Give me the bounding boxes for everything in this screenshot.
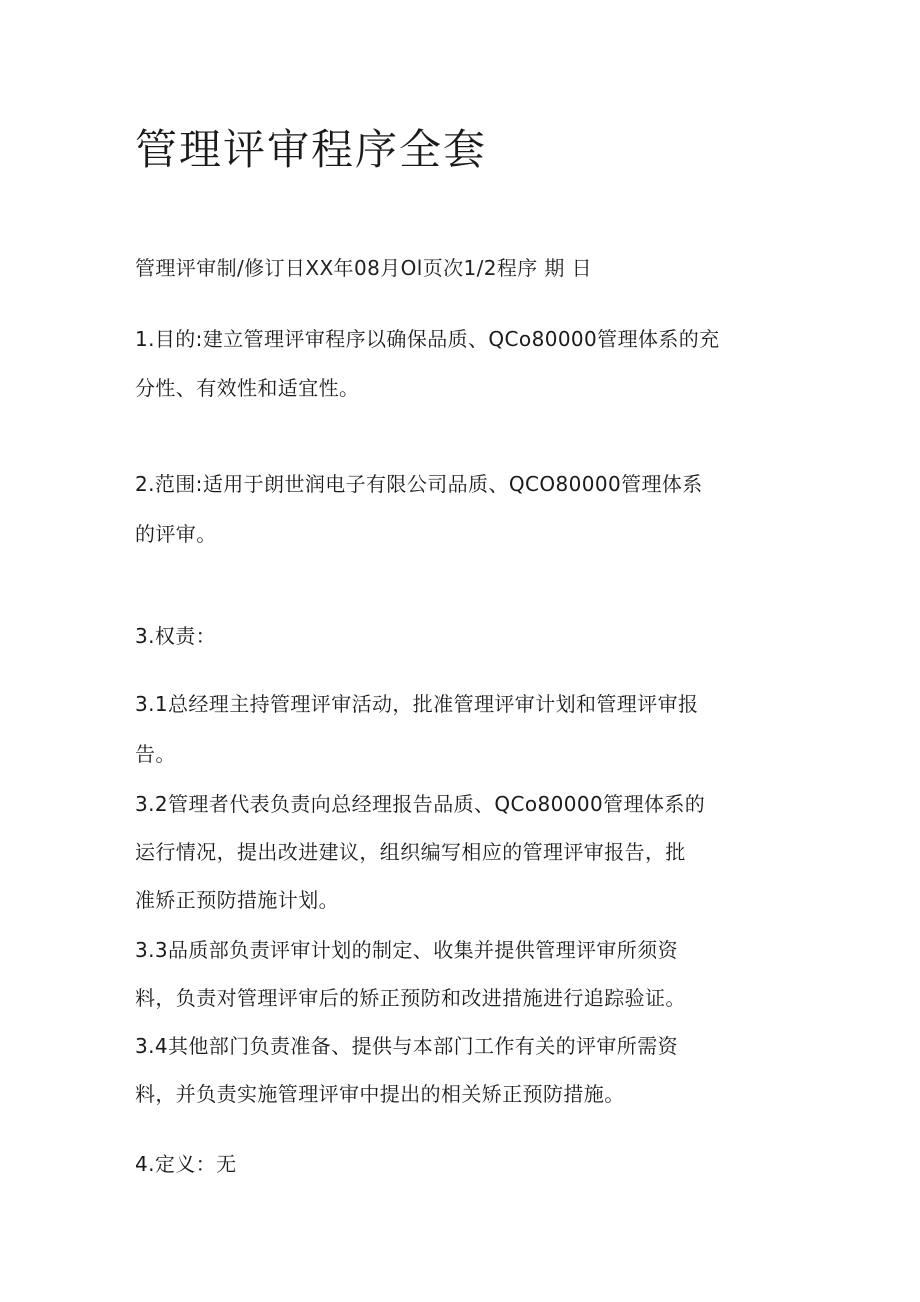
scope-line-2: 的评审。 [135, 522, 217, 546]
responsibility-3-2-line-1: 3.2管理者代表负责向总经理报告品质、QCo80000管理体系的 [135, 792, 706, 816]
definition-line: 4.定义：无 [135, 1152, 237, 1176]
responsibility-3-2-line-3: 准矫正预防措施计划。 [135, 888, 339, 912]
responsibility-3-4-line-1: 3.4其他部门负责准备、提供与本部门工作有关的评审所需资 [135, 1034, 679, 1058]
document-meta-line: 管理评审制/修订日XX年08月Ol页次1/2程序 期 日 [135, 256, 592, 280]
purpose-line-1: 1.目的:建立管理评审程序以确保品质、QCo80000管理体系的充 [135, 327, 720, 351]
responsibility-3-1-line-1: 3.1总经理主持管理评审活动，批准管理评审计划和管理评审报 [135, 692, 699, 716]
responsibility-3-3-line-1: 3.3品质部负责评审计划的制定、收集并提供管理评审所须资 [135, 938, 679, 962]
responsibility-3-3-line-2: 料，负责对管理评审后的矫正预防和改进措施进行追踪验证。 [135, 986, 686, 1010]
purpose-line-2: 分性、有效性和适宜性。 [135, 376, 360, 400]
scope-line-1: 2.范围:适用于朗世润电子有限公司品质、QCO80000管理体系 [135, 472, 703, 496]
responsibility-3-2-line-2: 运行情况，提出改进建议，组织编写相应的管理评审报告，批 [135, 840, 686, 864]
document-title: 管理评审程序全套 [135, 125, 488, 174]
responsibility-3-4-line-2: 料，并负责实施管理评审中提出的相关矫正预防措施。 [135, 1082, 625, 1106]
responsibility-heading: 3.权责： [135, 624, 217, 648]
responsibility-3-1-line-2: 告。 [135, 742, 176, 766]
